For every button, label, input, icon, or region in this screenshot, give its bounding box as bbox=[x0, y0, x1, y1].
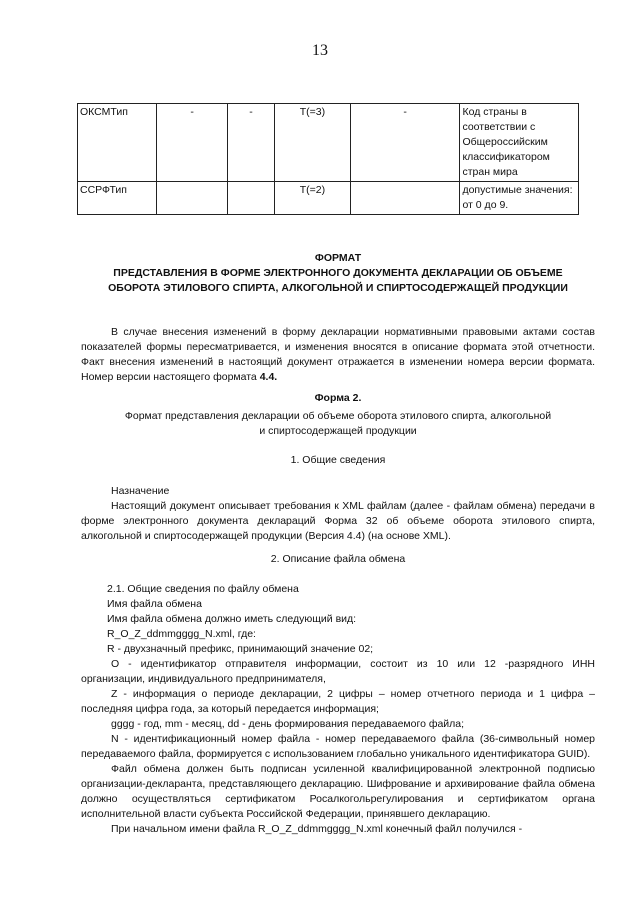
types-table bbox=[77, 103, 579, 215]
table-cell: T(=3) bbox=[275, 104, 351, 182]
format-heading-line2: ПРЕДСТАВЛЕНИЯ В ФОРМЕ ЭЛЕКТРОННОГО ДОКУМЕНТА ДЕКЛАРАЦИИ ОБ ОБЪЕМЕ ОБОРОТА ЭТИЛОВОГО СПИРТА, АЛКОГОЛЬНОЙ И СПИРТОСОДЕРЖАЩЕЙ ПРОДУКЦИИ bbox=[108, 267, 568, 294]
table-cell: Код страны в соответствии с Общероссийским классификатором стран мира bbox=[460, 104, 579, 182]
version-number: 4.4. bbox=[259, 371, 278, 383]
section2-title: 2. Описание файла обмена bbox=[270, 553, 406, 565]
section2-paragraph: gggg - год, mm - месяц, dd - день формирования передаваемого файла; bbox=[111, 718, 465, 730]
table-cell: ОКСМТип bbox=[78, 104, 157, 182]
section2-line: Имя файла обмена bbox=[107, 598, 202, 610]
section2-paragraph: O - идентификатор отправителя информации, состоит из 10 или 12 -разрядного ИНН организации, индивидуального предпринимателя, bbox=[81, 658, 595, 685]
form-subtitle: Формат представления декларации об объеме оборота этилового спирта, алкогольной и спиртосодержащей продукции bbox=[124, 410, 552, 437]
section1-title: 1. Общие сведения bbox=[290, 454, 386, 466]
table-row bbox=[78, 182, 579, 215]
table-cell: T(=2) bbox=[275, 182, 351, 215]
section1-text: Настоящий документ описывает требования к XML файлам (далее - файлам обмена) передачи в форме электронного документа деклараций Форма 32 об объеме оборота этилового спирта, алкогольной и спиртосодержащей продукции (Версия 4.4) (на основе XML). bbox=[81, 500, 595, 542]
section2-paragraph: Файл обмена должен быть подписан усиленной квалифицированной электронной подписью организации-декларанта, представляющего декларацию. Шифрование и архивирование файла обмена должно осуществляться сертификатом Росалкогольрегулирования и сертификатом органа исполнительной власти субъекта Российской Федерации, принявшего декларацию. bbox=[81, 763, 595, 820]
form-title: Форма 2. bbox=[314, 392, 362, 404]
table-cell bbox=[350, 182, 460, 215]
table-cell bbox=[157, 182, 227, 215]
section2-line: Имя файла обмена должно иметь следующий вид: bbox=[107, 613, 357, 625]
page-number: 13 bbox=[312, 42, 328, 59]
intro-paragraph bbox=[81, 325, 595, 385]
section2-line: R_O_Z_ddmmgggg_N.xml, где: bbox=[107, 628, 256, 640]
intro-text: В случае внесения изменений в форму декларации нормативными правовыми актами состав показателей формы пересматривается, и изменения вносятся в описание формата этой отчетности. Факт внесения изменений в настоящий документ отражается в изменении номера версии формата. Номер версии настоящего формата bbox=[81, 326, 595, 383]
table-row bbox=[78, 104, 579, 182]
table-cell: - bbox=[157, 104, 227, 182]
table-cell bbox=[227, 182, 274, 215]
form-heading bbox=[81, 391, 595, 439]
section2-line: R - двухзначный префикс, принимающий значение 02; bbox=[107, 643, 374, 655]
section2-paragraph: Z - информация о периоде декларации, 2 цифры – номер отчетного периода и 1 цифра – последняя цифра года, за который передается информация; bbox=[81, 688, 595, 715]
format-heading bbox=[81, 251, 595, 296]
table-cell: допустимые значения: от 0 до 9. bbox=[460, 182, 579, 215]
table-cell: - bbox=[227, 104, 274, 182]
section2-line: 2.1. Общие сведения по файлу обмена bbox=[107, 583, 299, 595]
format-heading-line1: ФОРМАТ bbox=[314, 252, 362, 264]
table-cell: - bbox=[350, 104, 460, 182]
section1-body bbox=[81, 484, 595, 544]
section2-body bbox=[81, 582, 595, 837]
table-cell: ССРФТип bbox=[78, 182, 157, 215]
section2-paragraph: N - идентификационный номер файла - номер передаваемого файла (36-символьный номер передаваемого файла, формируется с использованием глобально уникального идентификатора GUID). bbox=[81, 733, 595, 760]
section1-label: Назначение bbox=[111, 485, 170, 497]
section2-paragraph: При начальном имени файла R_O_Z_ddmmgggg_N.xml конечный файл получился - bbox=[111, 823, 523, 835]
